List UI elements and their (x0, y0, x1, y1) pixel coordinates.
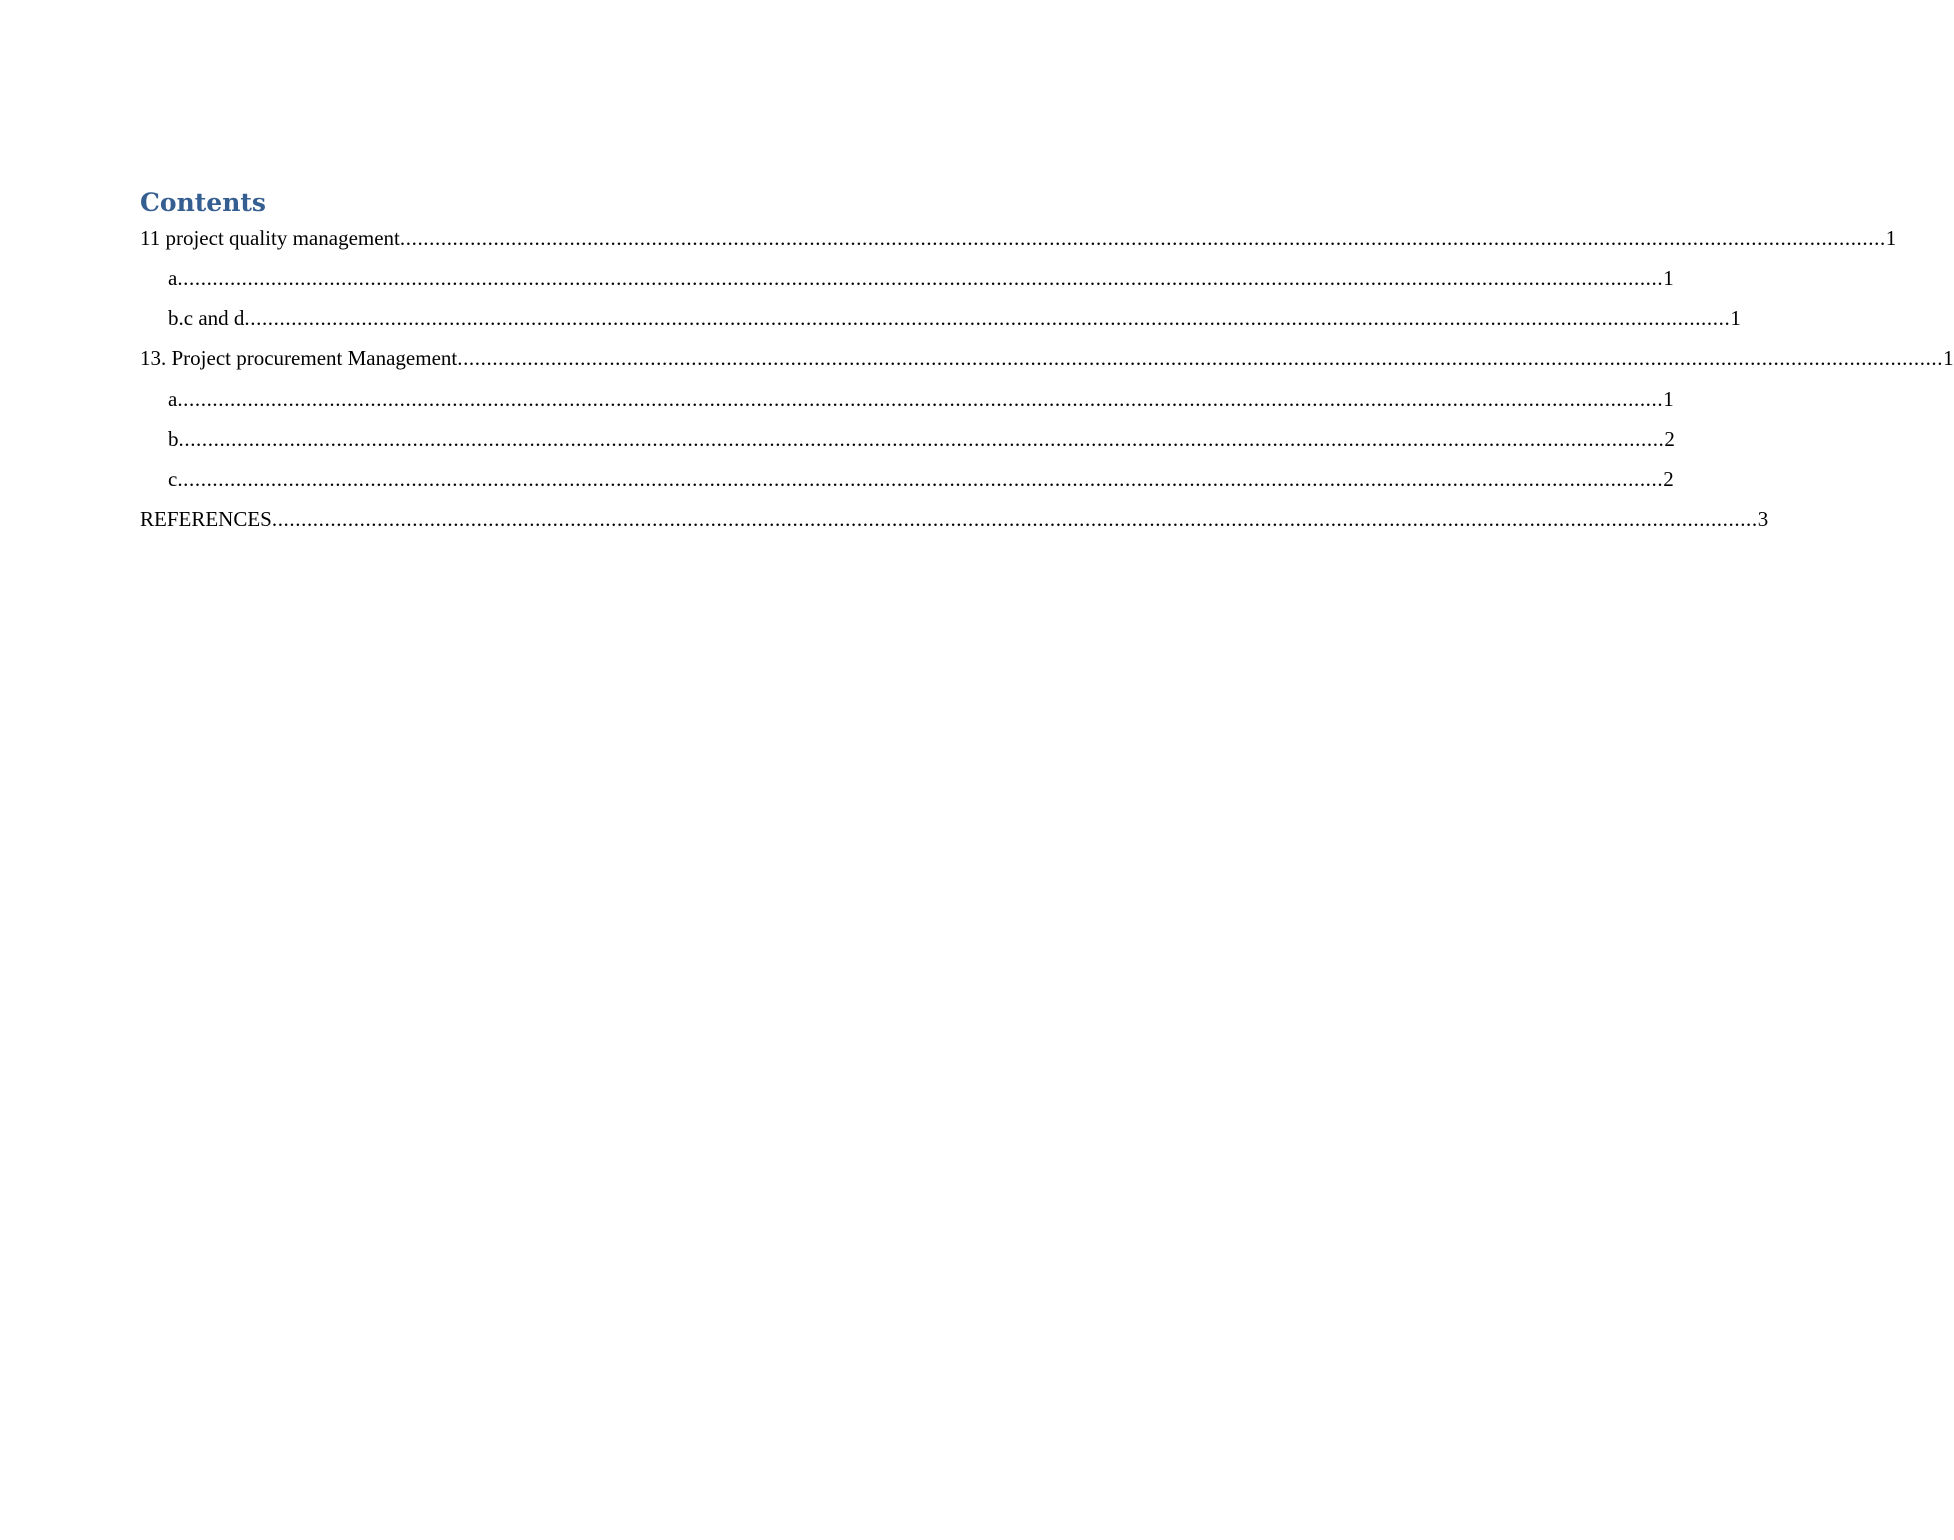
toc-entry-procurement-b[interactable] (168, 425, 1675, 453)
toc-leader-dots: .............................................................................................................................................................................................................................................................. (457, 346, 1944, 370)
toc-page-number: 1 (1730, 306, 1741, 330)
toc-entry-procurement-a[interactable] (168, 385, 1674, 413)
toc-leader-dots: .............................................................................................................................................................................................................................................................. (177, 387, 1664, 411)
toc-entry-quality-management[interactable] (140, 224, 1897, 252)
toc-leader-dots: .............................................................................................................................................................................................................................................................. (177, 467, 1664, 491)
toc-page-number: 2 (1664, 427, 1675, 451)
toc-entry-procurement-management[interactable] (140, 344, 1954, 372)
toc-page-number: 1 (1943, 346, 1954, 370)
toc-leader-dots: .............................................................................................................................................................................................................................................................. (399, 226, 1886, 250)
toc-entry-title: REFERENCES (140, 507, 272, 531)
toc-entry-title: 11 project quality management (140, 226, 400, 250)
toc-page-number: 1 (1663, 387, 1674, 411)
toc-entry-title: b.c and d (168, 306, 245, 330)
toc-leader-dots: .............................................................................................................................................................................................................................................................. (177, 266, 1664, 290)
toc-page-number: 2 (1663, 467, 1674, 491)
toc-leader-dots: .............................................................................................................................................................................................................................................................. (244, 306, 1731, 330)
toc-page-number: 1 (1663, 266, 1674, 290)
toc-leader-dots: .............................................................................................................................................................................................................................................................. (178, 427, 1665, 451)
toc-entry-title: b (168, 427, 179, 451)
toc-entry-quality-bcd[interactable] (168, 304, 1741, 332)
toc-entry-title: 13. Project procurement Management (140, 346, 458, 370)
toc-heading: Contents (140, 188, 267, 217)
toc-entry-title: a (168, 387, 178, 411)
toc-entry-title: a (168, 266, 178, 290)
toc-entry-quality-a[interactable] (168, 264, 1674, 292)
toc-page-number: 1 (1885, 226, 1897, 250)
toc-entry-title: c (168, 467, 178, 491)
toc-entry-references[interactable] (140, 505, 1769, 533)
toc-leader-dots: .............................................................................................................................................................................................................................................................. (271, 507, 1758, 531)
toc-entry-procurement-c[interactable] (168, 465, 1674, 493)
toc-page-number: 3 (1757, 507, 1769, 531)
